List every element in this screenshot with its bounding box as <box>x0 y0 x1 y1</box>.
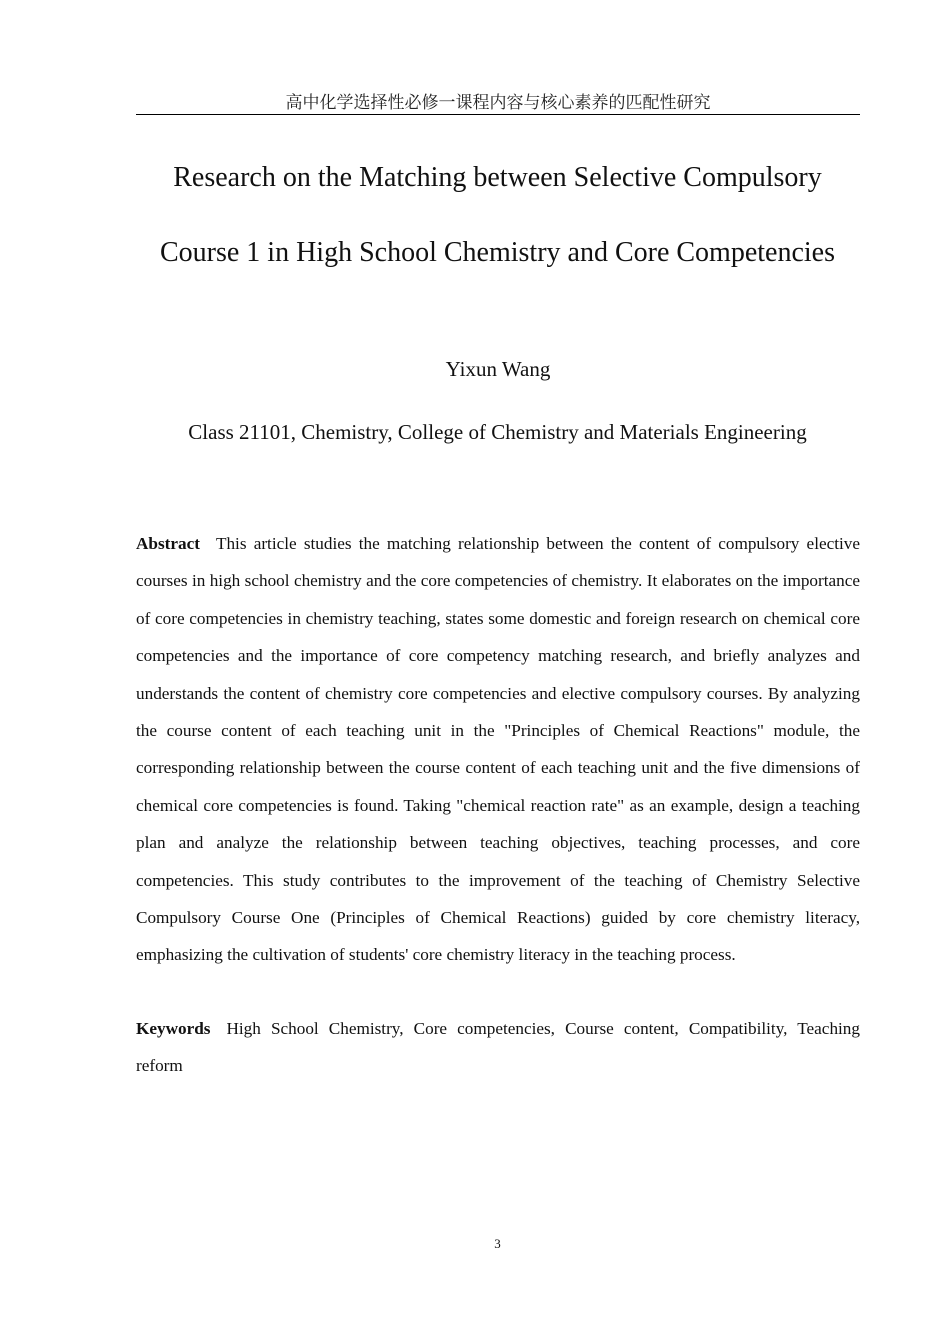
keywords-label: Keywords <box>136 1019 211 1038</box>
keywords-text: High School Chemistry, Core competencies, Course content, Compatibility, Teaching reform <box>136 1019 860 1076</box>
paper-title-line-2: Course 1 in High School Chemistry and Core Competencies <box>159 237 836 268</box>
abstract-section <box>136 525 860 974</box>
page-number: 3 <box>494 1236 501 1251</box>
author-name: Yixun Wang <box>445 357 551 381</box>
keywords-section <box>136 1010 860 1085</box>
author-affiliation: Class 21101, Chemistry, College of Chemistry and Materials Engineering <box>188 420 807 444</box>
abstract-text: This article studies the matching relationship between the content of compulsory elective courses in high school chemistry and the core competencies of chemistry. It elaborates on the importance of core competencies in chemistry teaching, states some domestic and foreign research on chemical core competencies and the importance of core competency matching research, and briefly analyzes and understands the content of chemistry core competencies and elective compulsory courses. By analyzing the course content of each teaching unit in the "Principles of Chemical Reactions" module, the corresponding relationship between the course content of each teaching unit and the five dimensions of chemical core competencies is found. Taking "chemical reaction rate" as an example, design a teaching plan and analyze the relationship between teaching objectives, teaching processes, and core competencies. This study contributes to the improvement of the teaching of Chemistry Selective Compulsory Course One (Principles of Chemical Reactions) guided by core chemistry literacy, emphasizing the cultivation of students' core chemistry literacy in the teaching process. <box>136 534 860 965</box>
running-header: 高中化学选择性必修一课程内容与核心素养的匹配性研究 <box>136 92 860 115</box>
abstract-label: Abstract <box>136 534 200 553</box>
paper-title <box>100 140 895 290</box>
paper-title-line-1: Research on the Matching between Selective Compulsory <box>173 162 822 193</box>
